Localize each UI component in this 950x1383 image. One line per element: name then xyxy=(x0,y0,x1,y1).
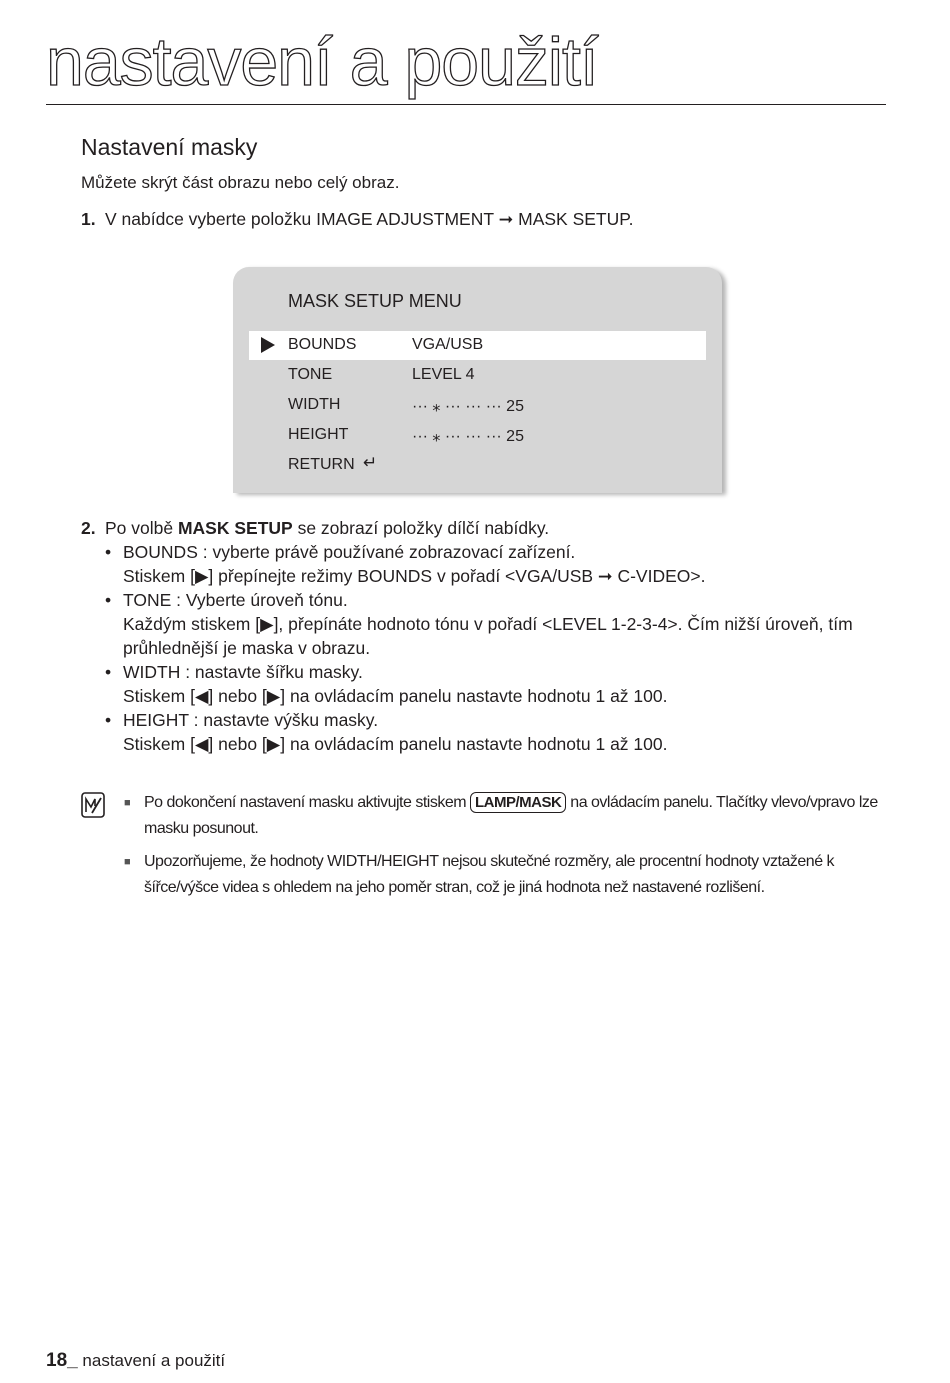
width-slider-value: ··· ⁎ ··· ··· ··· 25 xyxy=(412,398,524,415)
section-title: Nastavení masky xyxy=(81,134,258,160)
step-text: V nabídce vyberte položku xyxy=(105,209,317,229)
section-intro: Můžete skrýt část obrazu nebo celý obraz. xyxy=(81,173,400,192)
bullet-line: BOUNDS : vyberte právě používané zobrazovací zařízení. xyxy=(123,542,576,562)
bullet-height xyxy=(81,708,881,756)
menu-row-width[interactable] xyxy=(249,391,706,420)
step-text-end: . xyxy=(628,209,634,229)
menu-path: IMAGE ADJUSTMENT ➞ MASK SETUP xyxy=(316,209,629,229)
bullet-dot: • xyxy=(105,710,112,730)
page-number: 18_ xyxy=(46,1350,78,1371)
bullet-line: Stiskem [◀] nebo [▶] na ovládacím panelu nastavte hodnotu 1 až 100. xyxy=(123,734,668,754)
bullet-line: WIDTH : nastavte šířku masky. xyxy=(123,662,363,682)
bullet-dot: • xyxy=(105,662,112,682)
note-2 xyxy=(124,849,889,901)
menu-row-bounds[interactable] xyxy=(249,331,706,360)
bullet-width xyxy=(81,660,881,708)
menu-label: BOUNDS xyxy=(288,336,357,353)
footer-text: nastavení a použití xyxy=(77,1351,226,1370)
lamp-mask-key: LAMP/MASK xyxy=(470,792,566,813)
bullet-tone xyxy=(81,588,881,660)
mask-setup-menu-osd xyxy=(233,267,722,493)
note-bullet: ■ xyxy=(124,856,131,868)
header-rule xyxy=(46,104,886,105)
menu-label: HEIGHT xyxy=(288,426,349,443)
return-icon: ↵ xyxy=(363,453,378,472)
menu-value: LEVEL 4 xyxy=(412,366,475,383)
step-1 xyxy=(81,209,634,230)
menu-title: MASK SETUP MENU xyxy=(288,291,462,311)
notes-block xyxy=(124,790,889,908)
bullet-line: Stiskem [▶] přepínejte režimy BOUNDS v pořadí <VGA/USB ➞ C-VIDEO>. xyxy=(123,566,706,586)
note-text: Upozorňujeme, že hodnoty WIDTH/HEIGHT nejsou skutečné rozměry, ale procentní hodnoty vztažené k šířce/výšce videa s ohledem na jeho poměr stran, což je jiná hodnota než nastavené rozlišení. xyxy=(144,853,835,896)
bullet-line: Každým stiskem [▶], přepínáte hodnoto tónu v pořadí <LEVEL 1-2-3-4>. Čím nižší úroveň, tím xyxy=(123,614,853,634)
menu-label: WIDTH xyxy=(288,396,341,413)
step-number: 2. xyxy=(81,518,96,538)
menu-row-height[interactable] xyxy=(249,421,706,450)
note-bullet: ■ xyxy=(124,797,131,809)
bullet-bounds xyxy=(81,540,881,588)
bullet-line: HEIGHT : nastavte výšku masky. xyxy=(123,710,379,730)
menu-label: RETURN xyxy=(288,456,355,473)
bullet-line: průhlednější je maska v obrazu. xyxy=(123,638,371,658)
step-2-block xyxy=(81,516,881,756)
height-slider-value: ··· ⁎ ··· ··· ··· 25 xyxy=(412,428,524,445)
bullet-line: Stiskem [◀] nebo [▶] na ovládacím panelu nastavte hodnotu 1 až 100. xyxy=(123,686,668,706)
page-footer xyxy=(46,1350,225,1372)
step-number: 1. xyxy=(81,209,96,229)
step-bold: MASK SETUP xyxy=(177,518,293,538)
note-text: na ovládacím panelu. Tlačítky vlevo/vpravo lze masku posunout. xyxy=(144,794,878,837)
note-text: Po dokončení nastavení masku aktivujte stiskem xyxy=(144,794,471,811)
bullet-line: TONE : Vyberte úroveň tónu. xyxy=(123,590,348,610)
note-1 xyxy=(124,790,889,842)
triangle-right-icon xyxy=(261,337,275,358)
menu-row-tone[interactable] xyxy=(249,361,706,390)
bullet-dot: • xyxy=(105,542,112,562)
menu-label: TONE xyxy=(288,366,333,383)
menu-value: VGA/USB xyxy=(412,336,484,353)
menu-row-return[interactable] xyxy=(249,451,706,480)
step-text-end: se zobrazí položky dílčí nabídky. xyxy=(292,518,550,538)
note-pencil-icon xyxy=(81,792,105,818)
step-2 xyxy=(81,516,881,540)
page-header-title: nastavení a použití xyxy=(46,24,598,100)
bullet-dot: • xyxy=(105,590,112,610)
step-text: Po volbě xyxy=(105,518,178,538)
